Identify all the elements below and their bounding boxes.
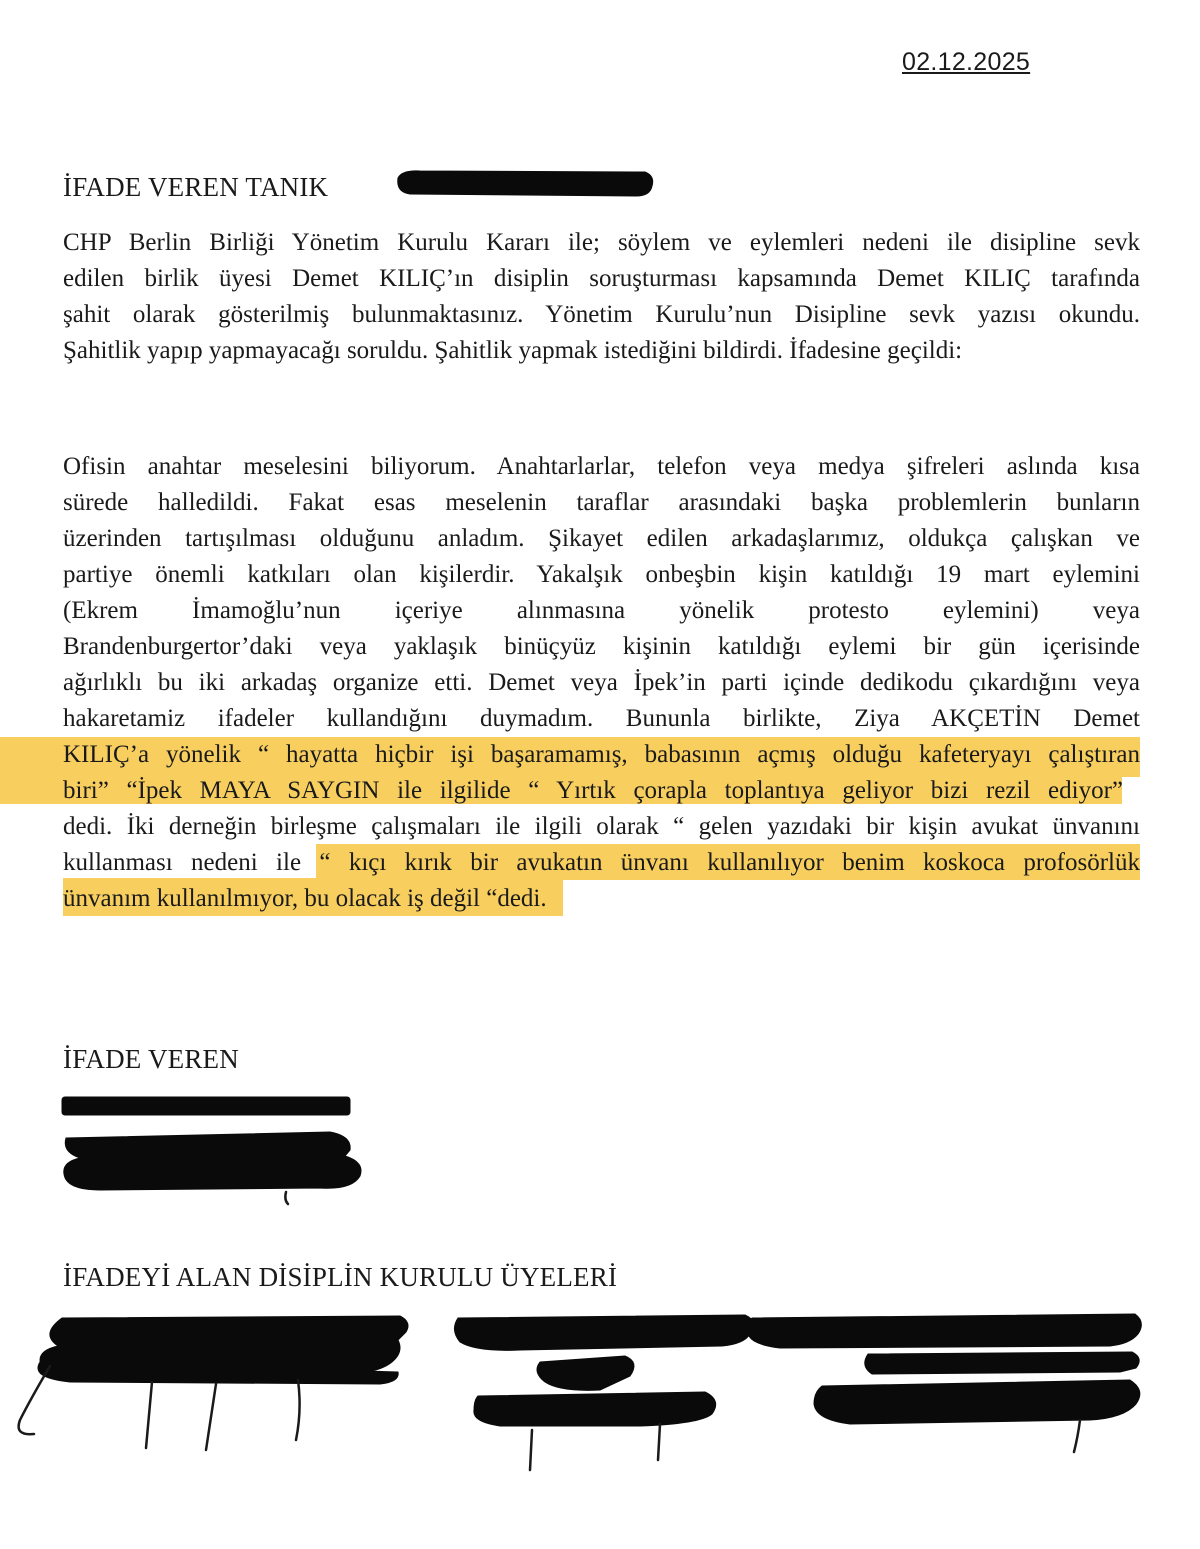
redaction-mark xyxy=(62,1097,350,1115)
document-date: 02.12.2025 xyxy=(902,48,1031,76)
signature-stroke xyxy=(1074,1420,1080,1452)
statement-line: partiye önemli katkıları olan kişilerdir. Yakalşık onbeşbin kişin katıldığı 19 mart eylemini xyxy=(63,561,1140,588)
highlighted-quote-line: KILIÇ’a yönelik “ hayatta hiçbir işi başaramamış, babasının açmış olduğu kafeteryayı çalıştıran xyxy=(63,741,1140,768)
redaction-mark xyxy=(474,1392,716,1426)
signature-stroke xyxy=(206,1384,216,1450)
signature-stroke xyxy=(530,1430,532,1470)
highlighted-quote-line: biri” “İpek MAYA SAYGIN ile ilgilide “ Yırtık çorapla toplantıya geliyor bizi rezil ediyor” xyxy=(63,777,1123,804)
statement-giver-heading: İFADE VEREN xyxy=(63,1044,239,1074)
statement-line: hakaretamiz ifadeler kullandığını duymadım. Bununla birlikte, Ziya AKÇETİN Demet xyxy=(63,705,1140,732)
redaction-mark xyxy=(814,1380,1140,1424)
signature-stroke xyxy=(296,1380,300,1440)
statement-line: Ofisin anahtar meselesini biliyorum. Anahtarlarlar, telefon veya medya şifreleri aslında kısa xyxy=(63,453,1140,480)
statement-text: dedi. xyxy=(497,885,547,912)
redaction-mark xyxy=(398,171,653,196)
highlighted-quote: ünvanım kullanılmıyor, bu olacak iş değil “ xyxy=(63,885,498,912)
signature-stroke xyxy=(285,1192,288,1204)
statement-line: üzerinden tartışılması olduğunu anladım. Şikayet edilen arkadaşlarımız, oldukça çalışkan ve xyxy=(63,525,1140,552)
intro-line: CHP Berlin Birliği Yönetim Kurulu Kararı ile; söylem ve eylemleri nedeni ile disipline sevk xyxy=(63,229,1140,256)
statement-line: Brandenburgertor’daki veya yaklaşık binüçyüz kişinin katıldığı eylemi bir gün içerisinde xyxy=(63,633,1140,660)
redaction-mark xyxy=(64,1132,361,1190)
intro-line: edilen birlik üyesi Demet KILIÇ’ın disiplin soruşturması kapsamında Demet KILIÇ tarafında xyxy=(63,265,1140,292)
statement-line: (Ekrem İmamoğlu’nun içeriye alınmasına yönelik protesto eylemini) veya xyxy=(63,597,1140,624)
redaction-mark xyxy=(537,1356,634,1390)
committee-heading: İFADEYİ ALAN DİSİPLİN KURULU ÜYELERİ xyxy=(63,1262,618,1292)
redaction-mark xyxy=(748,1314,1141,1348)
redaction-mark xyxy=(865,1352,1139,1374)
signature-stroke xyxy=(146,1382,152,1448)
signature-stroke xyxy=(19,1366,50,1434)
statement-line: ağırlıklı bu iki arkadaş organize etti. Demet veya İpek’in parti içinde dedikodu çıkardığını veya xyxy=(63,669,1140,696)
statement-line: dedi. İki derneğin birleşme çalışmaları ile ilgili olarak “ gelen yazıdaki bir kişin avukat ünvanını xyxy=(63,813,1140,840)
intro-line: şahit olarak gösterilmiş bulunmaktasınız. Yönetim Kurulu’nun Disipline sevk yazısı okundu. xyxy=(63,301,1140,328)
redaction-mark xyxy=(454,1315,754,1350)
statement-text: kullanması nedeni ile xyxy=(63,849,320,876)
statement-line: sürede halledildi. Fakat esas meselenin taraflar arasındaki başka problemlerin bunların xyxy=(63,489,1140,516)
witness-heading: İFADE VEREN TANIK xyxy=(63,172,329,202)
intro-line: Şahitlik yapıp yapmayacağı soruldu. Şahitlik yapmak istediğini bildirdi. İfadesine geçildi: xyxy=(63,337,963,364)
highlighted-quote: “ kıçı kırık bir avukatın ünvanı kullanılıyor benim koskoca profosörlük xyxy=(319,849,1140,876)
signature-stroke xyxy=(658,1424,660,1460)
